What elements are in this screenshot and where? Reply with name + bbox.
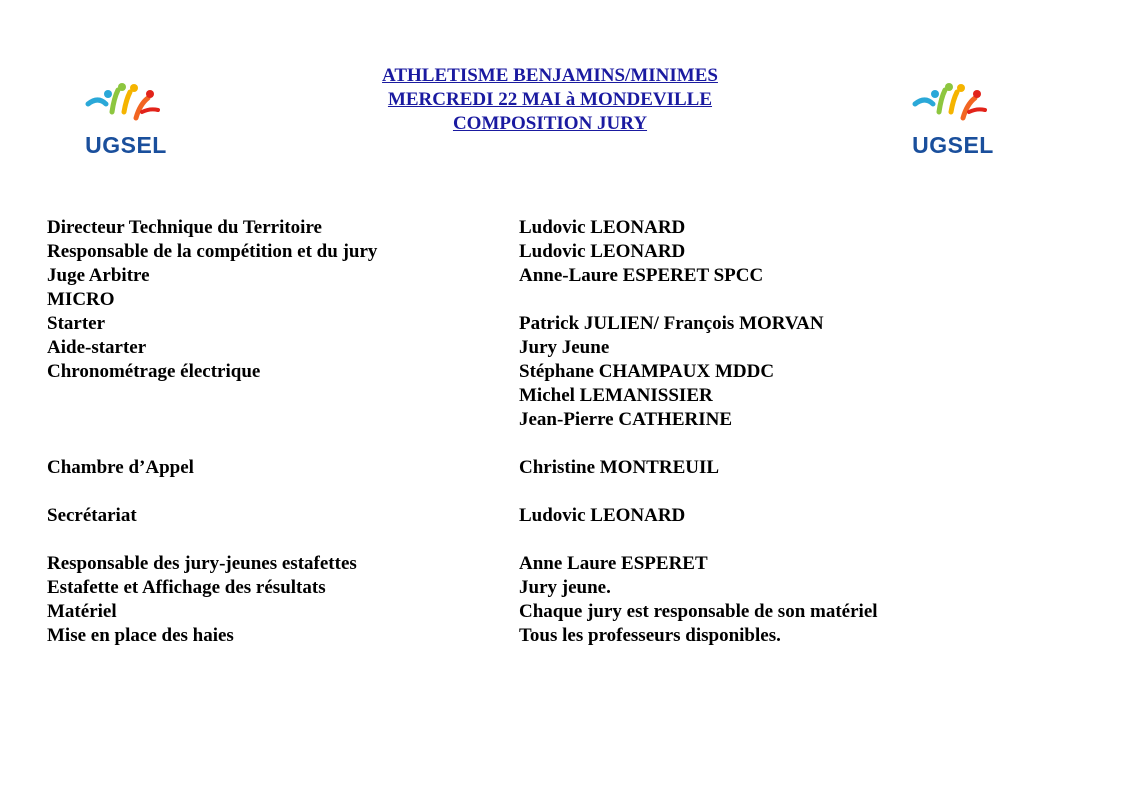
jury-person: Anne-Laure ESPERET SPCC bbox=[519, 265, 764, 286]
jury-role: Estafette et Affichage des résultats bbox=[47, 577, 326, 598]
jury-role: Secrétariat bbox=[47, 505, 137, 526]
jury-role: Mise en place des haies bbox=[47, 625, 234, 646]
jury-person: Michel LEMANISSIER bbox=[519, 385, 713, 406]
jury-row bbox=[47, 624, 1047, 648]
jury-role bbox=[47, 384, 519, 408]
jury-person: Tous les professeurs disponibles. bbox=[519, 625, 781, 646]
jury-row bbox=[47, 288, 1047, 312]
header-title: ATHLETISME BENJAMINS/MINIMES bbox=[382, 65, 718, 86]
jury-row bbox=[47, 408, 1047, 456]
jury-person: Stéphane CHAMPAUX MDDC bbox=[519, 361, 775, 382]
jury-list bbox=[47, 216, 1047, 648]
jury-row bbox=[47, 264, 1047, 288]
jury-row bbox=[47, 240, 1047, 264]
jury-person: Ludovic LEONARD bbox=[519, 217, 686, 238]
ugsel-logo-left bbox=[78, 82, 174, 160]
header-subtitle: COMPOSITION JURY bbox=[452, 113, 648, 134]
jury-row bbox=[47, 576, 1047, 600]
jury-role: Aide-starter bbox=[47, 337, 147, 358]
jury-row bbox=[47, 312, 1047, 336]
jury-person: Anne Laure ESPERET bbox=[519, 553, 708, 574]
jury-row bbox=[47, 600, 1047, 624]
jury-person: Ludovic LEONARD bbox=[519, 505, 686, 526]
ugsel-logo-text: UGSEL bbox=[85, 132, 167, 158]
jury-person: Jury jeune. bbox=[519, 577, 611, 598]
jury-role: Chambre d’Appel bbox=[47, 457, 194, 478]
ugsel-figures-icon bbox=[78, 82, 174, 132]
jury-person: Jury Jeune bbox=[519, 337, 610, 358]
jury-person: Chaque jury est responsable de son matériel bbox=[519, 601, 878, 622]
jury-person bbox=[519, 288, 1047, 312]
ugsel-logo-text: UGSEL bbox=[912, 132, 994, 158]
header-date-location: MERCREDI 22 MAI à MONDEVILLE bbox=[387, 89, 713, 110]
ugsel-figures-icon bbox=[905, 82, 1001, 132]
ugsel-logo-right bbox=[905, 82, 1001, 160]
jury-row bbox=[47, 384, 1047, 408]
jury-role: Directeur Technique du Territoire bbox=[47, 217, 322, 238]
jury-row bbox=[47, 456, 1047, 504]
jury-role: MICRO bbox=[47, 289, 115, 310]
jury-role: Responsable des jury-jeunes estafettes bbox=[47, 553, 357, 574]
jury-role: Starter bbox=[47, 313, 106, 334]
document-header bbox=[300, 64, 800, 136]
jury-person: Christine MONTREUIL bbox=[519, 457, 720, 478]
jury-row bbox=[47, 552, 1047, 576]
jury-role bbox=[47, 408, 519, 456]
jury-row bbox=[47, 336, 1047, 360]
jury-person: Ludovic LEONARD bbox=[519, 241, 686, 262]
jury-person: Patrick JULIEN/ François MORVAN bbox=[519, 313, 824, 334]
jury-role: Matériel bbox=[47, 601, 117, 622]
jury-role: Chronométrage électrique bbox=[47, 361, 261, 382]
jury-row bbox=[47, 504, 1047, 552]
jury-role: Juge Arbitre bbox=[47, 265, 150, 286]
jury-row bbox=[47, 216, 1047, 240]
jury-row bbox=[47, 360, 1047, 384]
jury-person: Jean-Pierre CATHERINE bbox=[519, 409, 733, 430]
jury-role: Responsable de la compétition et du jury bbox=[47, 241, 378, 262]
